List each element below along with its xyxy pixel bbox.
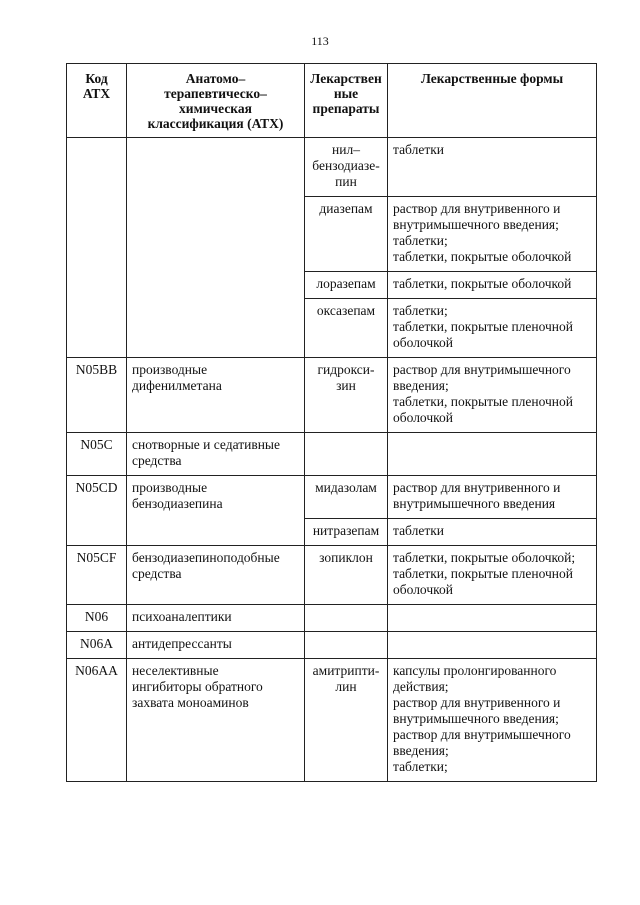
cell-dosage-forms [388, 299, 597, 358]
cell-drug [305, 138, 388, 197]
drug-line: зин [336, 378, 356, 393]
dosage-form-line: таблетки, покрытые оболочкой; [393, 550, 576, 565]
cell-classification [127, 433, 305, 476]
classification-line: производные [132, 480, 208, 495]
cell-drug [305, 476, 388, 519]
cell-drug [305, 605, 388, 632]
dosage-form-line: действия; [393, 679, 449, 694]
classification-line: антидепрессанты [132, 636, 232, 651]
header-drugs-line: препараты [312, 101, 380, 116]
dosage-form-line: раствор для внутримышечного [393, 727, 571, 742]
classification-line: средства [132, 453, 182, 468]
atc-drug-table [66, 63, 597, 782]
drug-line: нил– [332, 142, 360, 157]
cell-dosage-forms [388, 358, 597, 433]
cell-dosage-forms [388, 519, 597, 546]
cell-dosage-forms [388, 546, 597, 605]
cell-classification [127, 659, 305, 782]
drug-line: лин [335, 679, 357, 694]
cell-dosage-forms [388, 272, 597, 299]
dosage-form-line: таблетки, покрытые пленочной [393, 319, 574, 334]
drug-line: лоразепам [316, 276, 376, 291]
dosage-form-line: раствор для внутримышечного [393, 362, 571, 377]
dosage-form-line: оболочкой [393, 582, 453, 597]
table-row [67, 546, 597, 605]
cell-classification [127, 358, 305, 433]
header-code-line: Код [85, 71, 108, 86]
header-classification-line: классификация (АТХ) [147, 116, 284, 131]
classification-line: психоаналептики [132, 609, 232, 624]
cell-classification [127, 605, 305, 632]
cell-atc-code: N06AA [67, 659, 127, 782]
drug-line: бензодиазе- [312, 158, 380, 173]
dosage-form-line: раствор для внутривенного и [393, 201, 561, 216]
dosage-form-line: таблетки, покрытые оболочкой [393, 276, 572, 291]
classification-line: захвата моноаминов [132, 695, 249, 710]
cell-drug [305, 433, 388, 476]
header-classification-line: терапевтическо– [164, 86, 267, 101]
header-classification-line: химическая [179, 101, 252, 116]
table-row [67, 358, 597, 433]
header-classification [127, 64, 305, 138]
dosage-form-line: таблетки; [393, 759, 448, 774]
dosage-form-line: оболочкой [393, 410, 453, 425]
header-classification-line: Анатомо– [185, 71, 246, 86]
dosage-form-line: таблетки [393, 142, 445, 157]
table-row [67, 659, 597, 782]
header-forms [388, 64, 597, 138]
dosage-form-line: внутримышечного введения; [393, 711, 559, 726]
cell-atc-code: N05C [67, 433, 127, 476]
cell-classification [127, 632, 305, 659]
dosage-form-line: внутримышечного введения [393, 496, 556, 511]
dosage-form-line: таблетки; [393, 303, 448, 318]
cell-dosage-forms [388, 433, 597, 476]
cell-classification [127, 138, 305, 358]
page-number: 113 [311, 34, 329, 48]
cell-drug [305, 659, 388, 782]
drug-line: нитразепам [312, 523, 380, 538]
classification-line: бензодиазепина [132, 496, 223, 511]
classification-line: дифенилметана [132, 378, 222, 393]
cell-drug [305, 546, 388, 605]
cell-dosage-forms [388, 197, 597, 272]
drug-line: зопиклон [319, 550, 373, 565]
cell-dosage-forms [388, 632, 597, 659]
cell-drug [305, 197, 388, 272]
table-row [67, 476, 597, 519]
header-drugs [305, 64, 388, 138]
cell-atc-code [67, 138, 127, 358]
cell-atc-code: N05CD [67, 476, 127, 546]
cell-dosage-forms [388, 605, 597, 632]
classification-line: производные [132, 362, 208, 377]
table-row [67, 433, 597, 476]
dosage-form-line: таблетки, покрытые пленочной [393, 566, 574, 581]
cell-atc-code: N05CF [67, 546, 127, 605]
header-forms-line: Лекарственные формы [420, 71, 564, 86]
drug-line: гидрокси- [317, 362, 375, 377]
drug-line: амитрипти- [312, 663, 380, 678]
table-row [67, 138, 597, 197]
dosage-form-line: введения; [393, 743, 449, 758]
cell-atc-code: N05BB [67, 358, 127, 433]
header-code [67, 64, 127, 138]
cell-drug [305, 299, 388, 358]
dosage-form-line: раствор для внутривенного и [393, 695, 561, 710]
classification-line: неселективные [132, 663, 219, 678]
dosage-form-line: таблетки; [393, 233, 448, 248]
cell-atc-code: N06 [67, 605, 127, 632]
dosage-form-line: раствор для внутривенного и [393, 480, 561, 495]
classification-line: бензодиазепиноподобные [132, 550, 280, 565]
classification-line: средства [132, 566, 182, 581]
drug-line: мидазолам [315, 480, 377, 495]
cell-dosage-forms [388, 138, 597, 197]
dosage-form-line: оболочкой [393, 335, 453, 350]
cell-dosage-forms [388, 476, 597, 519]
dosage-form-line: таблетки, покрытые пленочной [393, 394, 574, 409]
cell-drug [305, 358, 388, 433]
cell-dosage-forms [388, 659, 597, 782]
table-body [67, 138, 597, 782]
cell-drug [305, 519, 388, 546]
dosage-form-line: внутримышечного введения; [393, 217, 559, 232]
table-row [67, 632, 597, 659]
classification-line: снотворные и седативные [132, 437, 280, 452]
drug-line: диазепам [319, 201, 373, 216]
cell-drug [305, 272, 388, 299]
cell-classification [127, 476, 305, 546]
dosage-form-line: таблетки [393, 523, 445, 538]
header-drugs-line: ные [333, 86, 359, 101]
drug-line: пин [335, 174, 357, 189]
cell-drug [305, 632, 388, 659]
header-code-line: АТХ [82, 86, 111, 101]
classification-line: ингибиторы обратного [132, 679, 263, 694]
dosage-form-line: таблетки, покрытые оболочкой [393, 249, 572, 264]
table-header-row [67, 64, 597, 138]
cell-atc-code: N06A [67, 632, 127, 659]
header-drugs-line: Лекарствен [310, 71, 382, 86]
table-row [67, 605, 597, 632]
drug-line: оксазепам [316, 303, 376, 318]
dosage-form-line: введения; [393, 378, 449, 393]
dosage-form-line: капсулы пролонгированного [393, 663, 557, 678]
cell-classification [127, 546, 305, 605]
